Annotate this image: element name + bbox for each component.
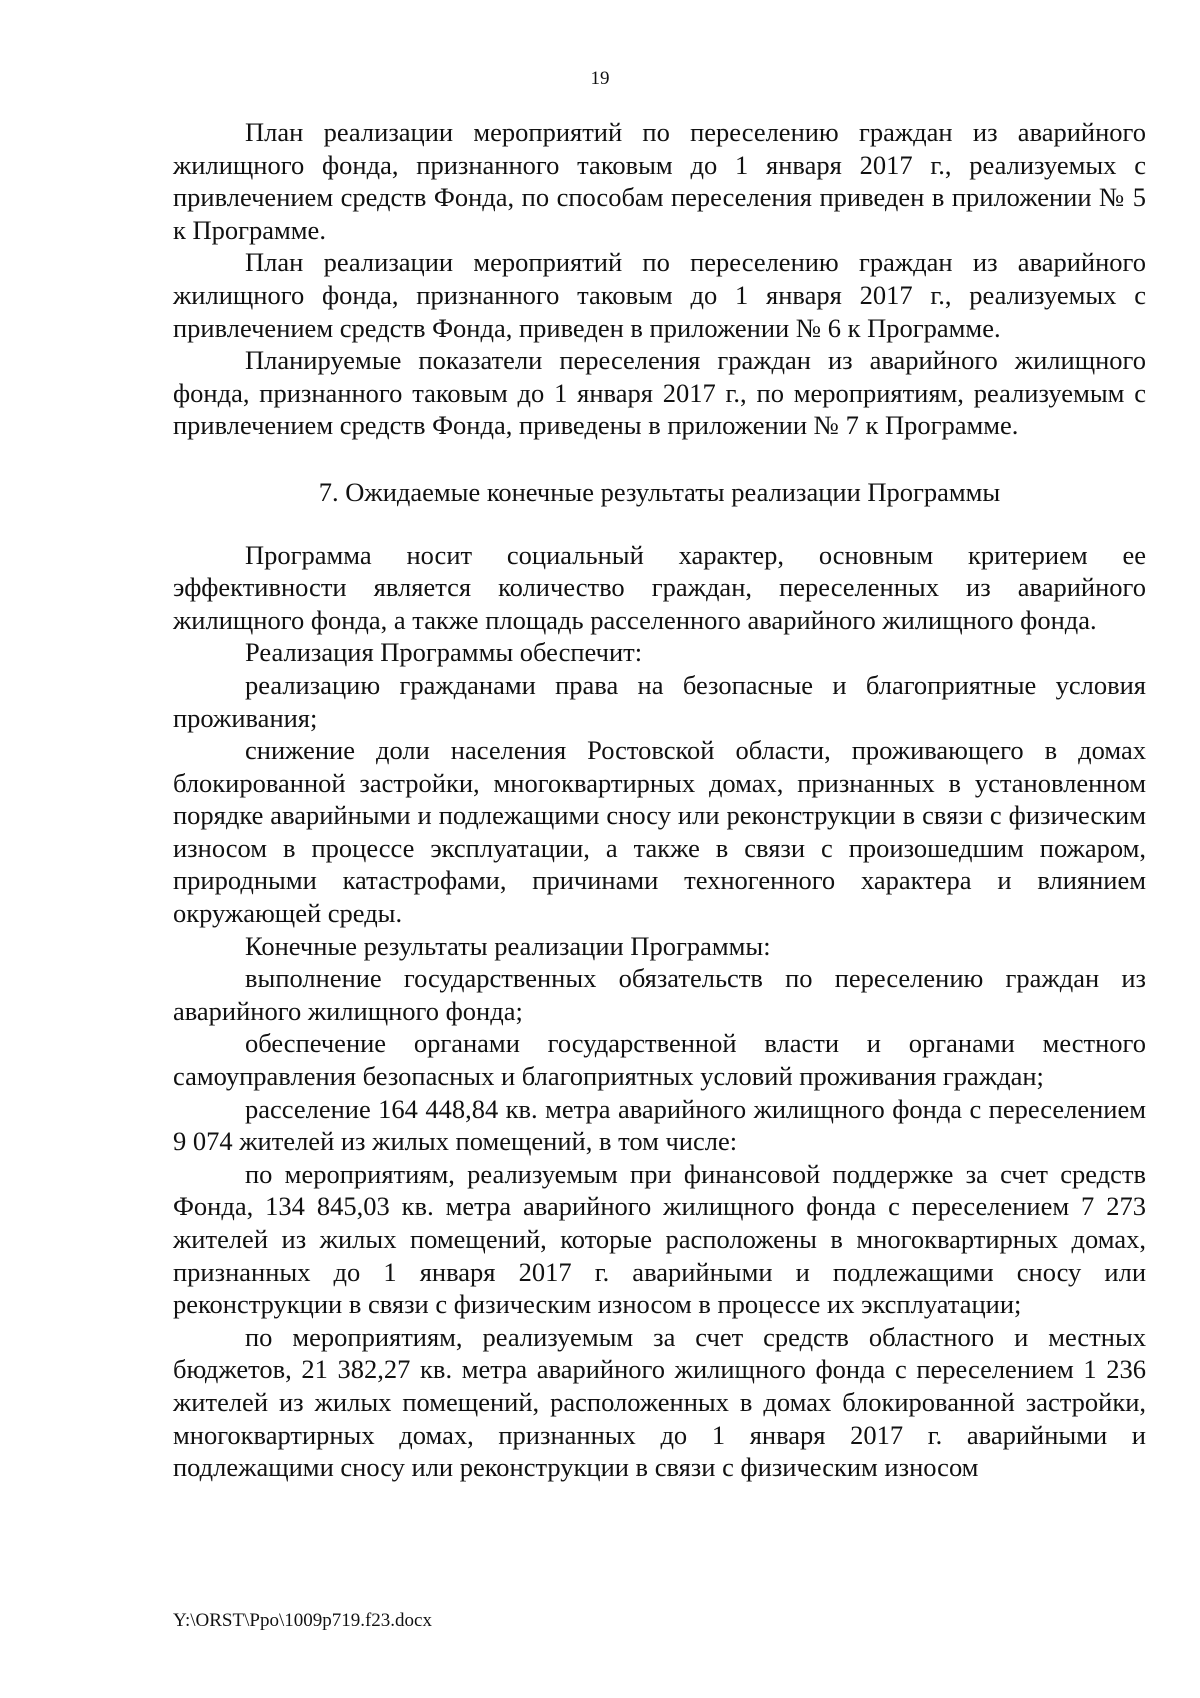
paragraph-authorities-provision: обеспечение органами государственной власти и органами местного самоуправления безопасных и благоприятных условий проживания граждан; xyxy=(173,1028,1146,1092)
paragraph-plan-appendix-6: План реализации мероприятий по переселению граждан из аварийного жилищного фонда, признанного таковым до 1 января 2017 г., реализуемых с привлечением средств Фонда, приведен в приложении № 6 к Программе. xyxy=(173,247,1146,343)
paragraph-population-share: снижение доли населения Ростовской области, проживающего в домах блокированной застройки, многоквартирных домах, признанных в установленном порядке аварийными и подлежащими сносу или реконструкции в связи с физическим износом в процессе эксплуатации, а также в связи с произошедшим пожаром, природными катастрофами, причинами техногенного характера и влиянием окружающей среды. xyxy=(173,735,1146,929)
paragraph-fund-measures: по мероприятиям, реализуемым при финансовой поддержке за счет средств Фонда, 134 845,03 кв. метра аварийного жилищного фонда с переселением 7 273 жителей из жилых помещений, которые расположены в многоквартирных домах, признанных до 1 января 2017 г. аварийными и подлежащими сносу или реконструкции в связи с физическим износом в процессе их эксплуатации; xyxy=(173,1158,1146,1320)
paragraph-final-results: Конечные результаты реализации Программы: xyxy=(245,930,771,961)
paragraph-budget-measures: по мероприятиям, реализуемым за счет средств областного и местных бюджетов, 21 382,27 кв. метра аварийного жилищного фонда с переселением 1 236 жителей из жилых помещений, расположенных в домах блокированной застройки, многоквартирных домах, признанных до 1 января 2017 г. аварийными и подлежащими сносу или реконструкции в связи с физическим износом xyxy=(173,1321,1146,1483)
paragraph-plan-appendix-5: План реализации мероприятий по переселению граждан из аварийного жилищного фонда, признанного таковым до 1 января 2017 г., реализуемых с привлечением средств Фонда, по способам переселения приведен в приложении № 5 к Программе. xyxy=(173,117,1146,245)
paragraph-rights-realization: реализацию гражданами права на безопасные и благоприятные условия проживания; xyxy=(173,669,1146,733)
section-heading: 7. Ожидаемые конечные результаты реализации Программы xyxy=(318,476,1001,507)
paragraph-program-character: Программа носит социальный характер, основным критерием ее эффективности является количество граждан, переселенных из аварийного жилищного фонда, а также площадь расселенного аварийного жилищного фонда. xyxy=(173,539,1146,635)
page-number: 19 xyxy=(590,68,610,89)
paragraph-resettlement-total: расселение 164 448,84 кв. метра аварийного жилищного фонда с переселением 9 074 жителей из жилых помещений, в том числе: xyxy=(173,1093,1146,1157)
paragraph-state-obligations: выполнение государственных обязательств по переселению граждан из аварийного жилищного фонда; xyxy=(173,963,1146,1026)
document-body xyxy=(173,116,1146,1484)
paragraph-program-ensures: Реализация Программы обеспечит: xyxy=(245,637,643,668)
paragraph-indicators-appendix-7: Планируемые показатели переселения граждан из аварийного жилищного фонда, признанного таковым до 1 января 2017 г., по мероприятиям, реализуемым с привлечением средств Фонда, приведены в приложении № 7 к Программе. xyxy=(173,345,1146,441)
footer-file-path: Y:\ORST\Ppo\1009p719.f23.docx xyxy=(173,1610,432,1631)
